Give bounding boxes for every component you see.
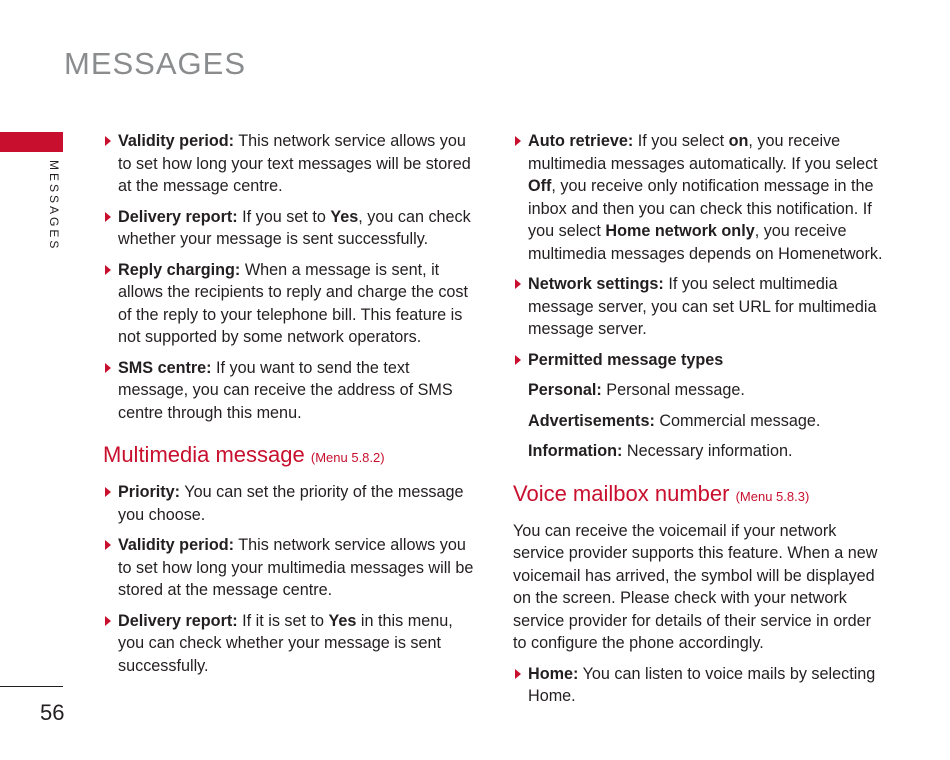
item-emphasis: on	[728, 132, 749, 150]
triangle-bullet-icon	[515, 136, 521, 146]
heading-title: Multimedia message	[103, 442, 305, 467]
multimedia-message-heading	[103, 442, 478, 471]
item-term: Delivery report:	[118, 207, 238, 226]
list-item	[513, 663, 883, 708]
item-term: Priority:	[118, 483, 181, 501]
triangle-bullet-icon	[515, 355, 521, 365]
item-term: Information:	[528, 442, 623, 460]
item-text: Necessary information.	[622, 442, 793, 460]
list-item	[513, 273, 883, 341]
left-column	[103, 130, 478, 685]
list-item	[103, 130, 478, 198]
item-text: , you can check whether your message is sent successfully.	[118, 207, 471, 248]
message-type-line	[513, 379, 883, 402]
triangle-bullet-icon	[515, 279, 521, 289]
page-number: 56	[40, 700, 65, 725]
triangle-bullet-icon	[105, 487, 111, 497]
item-text: , you receive only notification message in the inbox and then you can check this notification. If you select	[528, 177, 874, 240]
item-text: This network service allows you to set how long your text messages will be stored at the message centre.	[118, 132, 471, 195]
item-text: If you set to	[237, 207, 331, 226]
footer-divider	[0, 686, 63, 687]
triangle-bullet-icon	[105, 212, 111, 222]
triangle-bullet-icon	[105, 616, 111, 626]
message-type-line	[513, 440, 883, 463]
item-term: Permitted message types	[528, 350, 724, 369]
item-text: , you receive multimedia messages automatically. If you select	[528, 132, 878, 173]
list-item	[103, 206, 478, 251]
item-emphasis: Yes	[328, 611, 357, 630]
list-item	[103, 534, 478, 602]
list-item	[513, 349, 883, 372]
item-text: When a message is sent, it allows the recipients to reply and charge the cost of the reply to your telephone bill. This feature is not supported by some network operators.	[118, 260, 469, 346]
item-text: If it is set to	[237, 611, 329, 630]
side-section-label: MESSAGES	[47, 160, 61, 252]
triangle-bullet-icon	[105, 136, 111, 146]
list-item	[103, 610, 478, 678]
triangle-bullet-icon	[105, 265, 111, 275]
item-term: Auto retrieve:	[528, 132, 634, 150]
item-term: SMS centre:	[118, 358, 212, 377]
item-text: If you select	[633, 132, 729, 150]
message-type-line	[513, 410, 883, 433]
item-text: This network service allows you to set how long your multimedia messages will be stored at the message centre.	[118, 536, 474, 599]
menu-reference: (Menu 5.8.3)	[735, 488, 810, 504]
item-text: Commercial message.	[654, 411, 821, 430]
item-term: Reply charging:	[118, 260, 241, 279]
item-text: in this menu, you can check whether your message is sent successfully.	[118, 611, 453, 675]
list-item	[513, 130, 883, 265]
item-term: Network settings:	[528, 275, 664, 293]
menu-reference: (Menu 5.8.2)	[310, 450, 385, 465]
list-item	[103, 259, 478, 349]
section-tab-marker	[0, 132, 63, 152]
item-text: You can listen to voice mails by selecting Home.	[528, 664, 876, 705]
page-title: MESSAGES	[64, 46, 246, 81]
item-term: Delivery report:	[118, 611, 238, 630]
list-item	[103, 357, 478, 425]
triangle-bullet-icon	[515, 669, 521, 679]
item-text: If you select multimedia message server, you can set URL for multimedia message server.	[528, 275, 877, 338]
item-term: Personal:	[528, 381, 602, 399]
item-emphasis: Home network only	[605, 222, 755, 240]
item-text: , you receive multimedia messages depends on Homenetwork.	[528, 222, 883, 263]
item-term: Validity period:	[118, 132, 235, 150]
right-column	[513, 130, 883, 716]
list-item	[103, 481, 478, 526]
item-text: You can set the priority of the message you choose.	[118, 483, 464, 524]
triangle-bullet-icon	[105, 540, 111, 550]
item-term: Home:	[528, 664, 579, 683]
item-emphasis: Off	[528, 177, 552, 195]
item-term: Advertisements:	[528, 411, 655, 430]
item-text: If you want to send the text message, you can receive the address of SMS centre through this menu.	[118, 358, 453, 422]
item-emphasis: Yes	[330, 207, 359, 226]
heading-title: Voice mailbox number	[513, 480, 730, 506]
triangle-bullet-icon	[105, 363, 111, 373]
item-term: Validity period:	[118, 536, 235, 554]
item-text: Personal message.	[601, 381, 745, 399]
voice-mailbox-heading	[513, 481, 883, 510]
voicemail-paragraph: You can receive the voicemail if your network service provider supports this feature. When a new voicemail has arrived, the symbol will be displayed on the screen. Please check with your network service provider for details of their service in order to configure the phone accordingly.	[513, 521, 878, 652]
